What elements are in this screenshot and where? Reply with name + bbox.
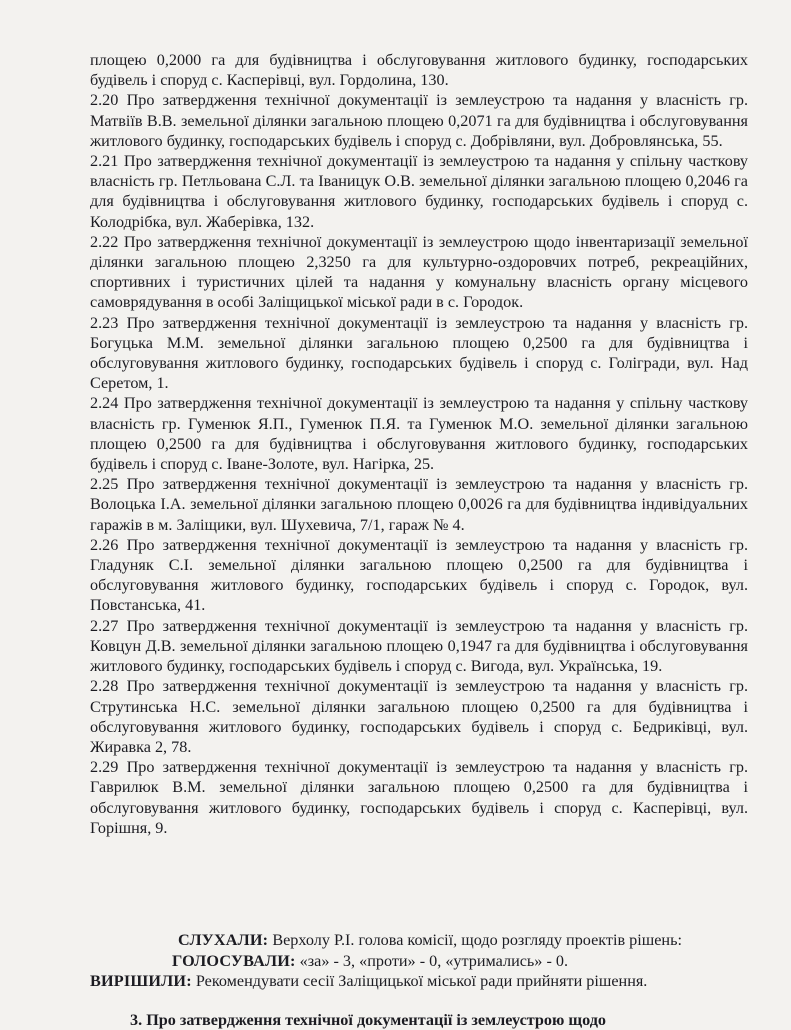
- agenda-items: [90, 50, 748, 838]
- voted-text: «за» - 3, «проти» - 0, «утримались» - 0.: [299, 951, 569, 970]
- cutoff-text: Про затвердження технічної документації із землеустрою щодо: [146, 1011, 607, 1029]
- voted-line: [90, 951, 750, 972]
- agenda-item-2-29: 2.29 Про затвердження технічної документації із землеустрою та надання у власність гр. Гаврилюк В.М. земельної ділянки загальною площею 0,2500 га для будівництва і обслуговування житлового будинку, господарських будівель і споруд с. Касперівці, вул. Горішня, 9.: [90, 758, 748, 837]
- agenda-item-2-20: 2.20 Про затвердження технічної документації із землеустрою та надання у власність гр. Матвіїв В.В. земельної ділянки загальною площею 0,2071 га для будівництва і обслуговування житлового будинку, господарських будівель і споруд с. Добрівляни, вул. Добровлянська, 55.: [90, 91, 748, 150]
- agenda-item-2-21: 2.21 Про затвердження технічної документації із землеустрою та надання у спільну часткову власність гр. Петльована С.Л. та Іваницук О.В. земельної ділянки загальною площею 0,2046 га для будівництва і обслуговування житлового будинку, господарських будівель і споруд с. Колодрібка, вул. Жаберівка, 132.: [90, 152, 748, 231]
- agenda-item-2-25: 2.25 Про затвердження технічної документації із землеустрою та надання у власність гр. Волоцька І.А. земельної ділянки загальною площею 0,0026 га для будівництва індивідуальних гаражів в м. Заліщики, вул. Шухевича, 7/1, гараж № 4.: [90, 475, 748, 534]
- decided-line: [90, 971, 750, 992]
- heard-text: Верхолу Р.І. голова комісії, щодо розгляду проектів рішень:: [272, 931, 682, 949]
- agenda-item-2-28: 2.28 Про затвердження технічної документації із землеустрою та надання у власність гр. Струтинська Н.С. земельної ділянки загальною площею 0,2500 га для будівництва і обслуговування житлового будинку, господарських будівель і споруд с. Бедриківці, вул. Жиравка 2, 78.: [90, 677, 748, 756]
- heard-label: СЛУХАЛИ:: [178, 931, 269, 949]
- agenda-item-2-24: 2.24 Про затвердження технічної документації із землеустрою та надання у спільну часткову власність гр. Гуменюк Я.П., Гуменюк П.Я. та Гуменюк М.О. земельної ділянки загальною площею 0,2500 га для будівництва і обслуговування житлового будинку, господарських будівель і споруд с. Іване-Золоте, вул. Нагірка, 25.: [90, 394, 748, 474]
- decided-text: Рекомендувати сесії Заліщицької міської ради прийняти рішення.: [195, 972, 648, 991]
- decided-label: ВИРІШИЛИ:: [90, 972, 192, 991]
- agenda-item-2-27: 2.27 Про затвердження технічної документації із землеустрою та надання у власність гр. Ковцун Д.В. земельної ділянки загальною площею 0,1947 га для будівництва і обслуговування житлового будинку, господарських будівель і споруд с. Вигода, вул. Українська, 19.: [90, 616, 748, 676]
- cutoff-agenda-line: [130, 1010, 750, 1030]
- voted-label: ГОЛОСУВАЛИ:: [172, 951, 296, 970]
- agenda-item-2-22: 2.22 Про затвердження технічної документації із землеустрою щодо інвентаризації земельної ділянки загальною площею 2,3250 га для культурно-оздоровчих потреб, рекреаційних, спортивних і туристичних цілей та надання у комунальну власність органу місцевого самоврядування в особі Заліщицької міської ради в с. Городок.: [90, 232, 748, 312]
- heard-line: [90, 930, 750, 951]
- agenda-item-2-23: 2.23 Про затвердження технічної документації із землеустрою та надання у власність гр. Богуцька М.М. земельної ділянки загальною площею 0,2500 га для будівництва і обслуговування житлового будинку, господарських будівель і споруд с. Голігради, вул. Над Серетом, 1.: [90, 313, 748, 393]
- agenda-item-continuation: площею 0,2000 га для будівництва і обслуговування житлового будинку, господарських будівель і споруд с. Касперівці, вул. Гордолина, 130.: [90, 51, 748, 90]
- resolution-block: [90, 930, 750, 992]
- cutoff-number: 3.: [130, 1011, 143, 1029]
- agenda-item-2-26: 2.26 Про затвердження технічної документації із землеустрою та надання у власність гр. Гладуняк С.І. земельної ділянки загальною площею 0,2500 га для будівництва і обслуговування житлового будинку, господарських будівель і споруд с. Городок, вул. Повстанська, 41.: [90, 535, 748, 615]
